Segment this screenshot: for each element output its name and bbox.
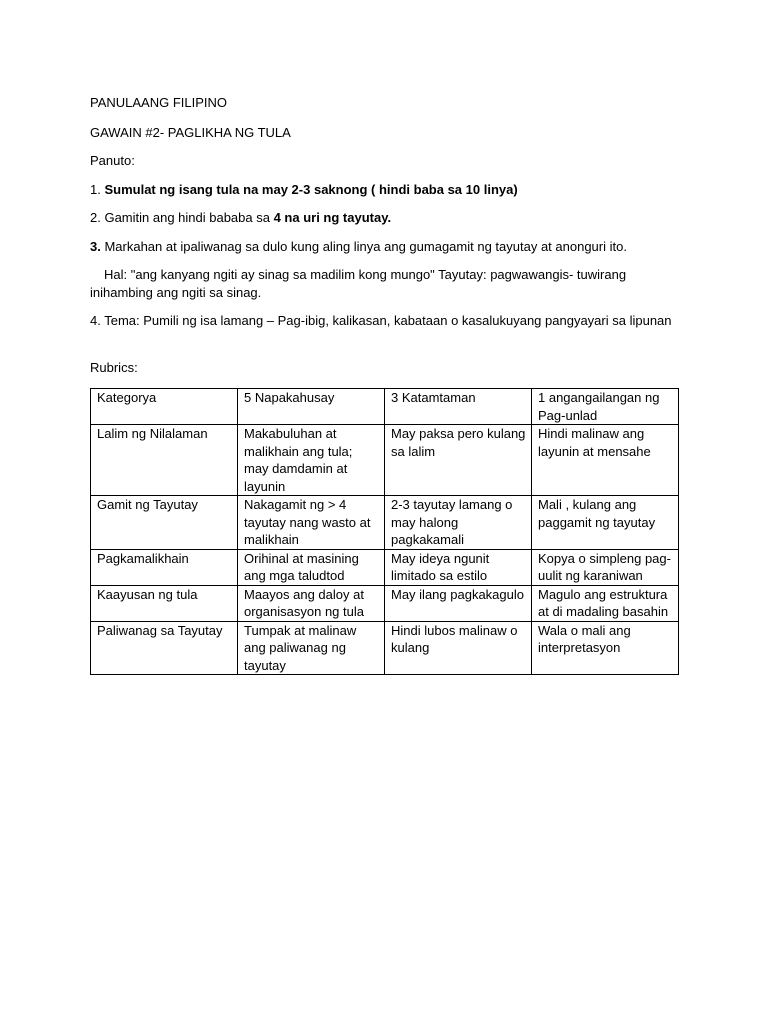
table-cell: Makabuluhan at malikhain ang tula; may damdamin at layunin <box>238 425 385 496</box>
header-cell: Kategorya <box>91 389 238 425</box>
table-cell: May paksa pero kulang sa lalim <box>385 425 532 496</box>
table-cell: Nakagamit ng > 4 tayutay nang wasto at malikhain <box>238 496 385 550</box>
header-cell: 1 angangailangan ng Pag-unlad <box>532 389 679 425</box>
instruction-item-3 <box>90 238 680 256</box>
table-cell: Maayos ang daloy at organisasyon ng tula <box>238 585 385 621</box>
item-text: 2. Gamitin ang hindi bababa sa <box>90 210 274 225</box>
table-cell: Pagkamalikhain <box>91 549 238 585</box>
document-title: PANULAANG FILIPINO <box>90 95 228 110</box>
table-cell: Tumpak at malinaw ang paliwanag ng tayutay <box>238 621 385 675</box>
table-cell: Hindi lubos malinaw o kulang <box>385 621 532 675</box>
rubric-table <box>90 388 679 675</box>
header-cell: 3 Katamtaman <box>385 389 532 425</box>
table-cell: Magulo ang estruktura at di madaling basahin <box>532 585 679 621</box>
item-bold-text: Sumulat ng isang tula na may 2-3 saknong ( hindi baba sa 10 linya) <box>104 181 518 197</box>
instruction-item-1 <box>90 181 680 199</box>
rubrics-label: Rubrics: <box>90 359 138 375</box>
item-bold-number: 3. <box>90 238 101 254</box>
instructions-label: Panuto: <box>90 153 135 168</box>
table-cell: May ilang pagkakagulo <box>385 585 532 621</box>
header-cell: 5 Napakahusay <box>238 389 385 425</box>
table-row <box>91 496 679 550</box>
table-row <box>91 549 679 585</box>
instruction-item-4: 4. Tema: Pumili ng isa lamang – Pag-ibig, kalikasan, kabataan o kasalukuyang pangyayari sa lipunan <box>90 313 672 328</box>
table-cell: Hindi malinaw ang layunin at mensahe <box>532 425 679 496</box>
document-page <box>90 94 680 675</box>
table-row <box>91 621 679 675</box>
table-cell: 2-3 tayutay lamang o may halong pagkakamali <box>385 496 532 550</box>
table-row <box>91 425 679 496</box>
table-cell: Lalim ng Nilalaman <box>91 425 238 496</box>
activity-title: GAWAIN #2- PAGLIKHA NG TULA <box>90 124 291 140</box>
table-cell: Orihinal at masining ang mga taludtod <box>238 549 385 585</box>
table-cell: Kopya o simpleng pag-uulit ng karaniwan <box>532 549 679 585</box>
item-text: Markahan at ipaliwanag sa dulo kung aling linya ang gumagamit ng tayutay at anonguri ito. <box>100 238 627 254</box>
table-cell: Wala o mali ang interpretasyon <box>532 621 679 675</box>
table-cell: May ideya ngunit limitado sa estilo <box>385 549 532 585</box>
table-row <box>91 585 679 621</box>
table-cell: Kaayusan ng tula <box>91 585 238 621</box>
item-number: 1. <box>90 181 105 197</box>
instruction-item-2 <box>90 209 680 227</box>
item-bold-text: 4 na uri ng tayutay. <box>273 210 392 225</box>
example-text: Hal: "ang kanyang ngiti ay sinag sa madilim kong mungo" Tayutay: pagwawangis- tuwirang inihambing ang ngiti sa sinag. <box>90 267 627 300</box>
table-cell: Gamit ng Tayutay <box>91 496 238 550</box>
table-cell: Mali , kulang ang paggamit ng tayutay <box>532 496 679 550</box>
table-header-row <box>91 389 679 425</box>
table-cell: Paliwanag sa Tayutay <box>91 621 238 675</box>
